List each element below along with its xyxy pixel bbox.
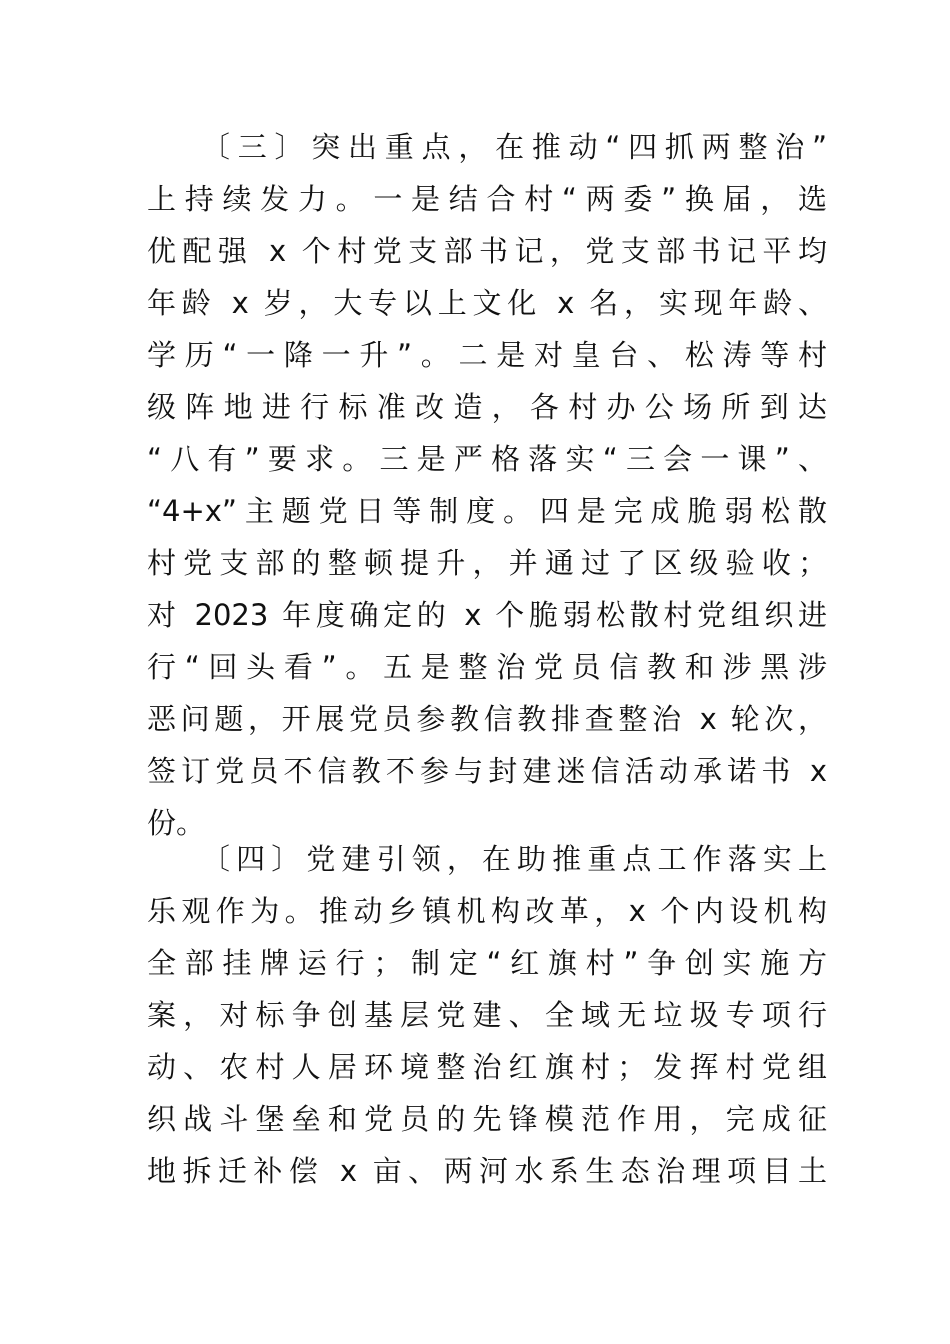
text-line: 全部挂牌运行；制定“红旗村”争创实施方 xyxy=(147,946,827,980)
paragraph-section-3 xyxy=(147,121,827,849)
text-line: 动、农村人居环境整治红旗村；发挥村党组 xyxy=(147,1050,827,1084)
text-line: 优配强 x 个村党支部书记，党支部书记平均 xyxy=(147,234,827,268)
text-line: 上持续发力。一是结合村“两委”换届，选 xyxy=(147,182,827,216)
text-line: “八有”要求。三是严格落实“三会一课”、 xyxy=(147,442,827,476)
text-line: 村党支部的整顿提升，并通过了区级验收； xyxy=(147,546,827,580)
text-line: 〔三〕突出重点，在推动“四抓两整治” xyxy=(201,130,827,164)
text-line: 织战斗堡垒和党员的先锋模范作用，完成征 xyxy=(147,1102,827,1136)
text-line: 学历“一降一升”。二是对皇台、松涛等村 xyxy=(147,338,827,372)
text-line: 签订党员不信教不参与封建迷信活动承诺书 x xyxy=(147,754,827,788)
text-line: 行“回头看”。五是整治党员信教和涉黑涉 xyxy=(147,650,827,684)
paragraph-section-4 xyxy=(147,833,827,1197)
text-line: 案，对标争创基层党建、全域无垃圾专项行 xyxy=(147,998,827,1032)
text-line: 年龄 x 岁，大专以上文化 x 名，实现年龄、 xyxy=(147,286,827,320)
text-line: 对 2023 年度确定的 x 个脆弱松散村党组织进 xyxy=(147,598,827,632)
text-line: 乐观作为。推动乡镇机构改革，x 个内设机构 xyxy=(147,894,827,928)
text-line: “4+x”主题党日等制度。四是完成脆弱松散 xyxy=(147,494,827,528)
text-line: 〔四〕党建引领，在助推重点工作落实上 xyxy=(201,842,827,876)
text-line: 份。 xyxy=(147,806,206,840)
text-line: 级阵地进行标准改造，各村办公场所到达 xyxy=(147,390,827,424)
text-line: 地拆迁补偿 x 亩、两河水系生态治理项目土 xyxy=(147,1154,827,1188)
text-line: 恶问题，开展党员参教信教排查整治 x 轮次， xyxy=(147,702,827,736)
